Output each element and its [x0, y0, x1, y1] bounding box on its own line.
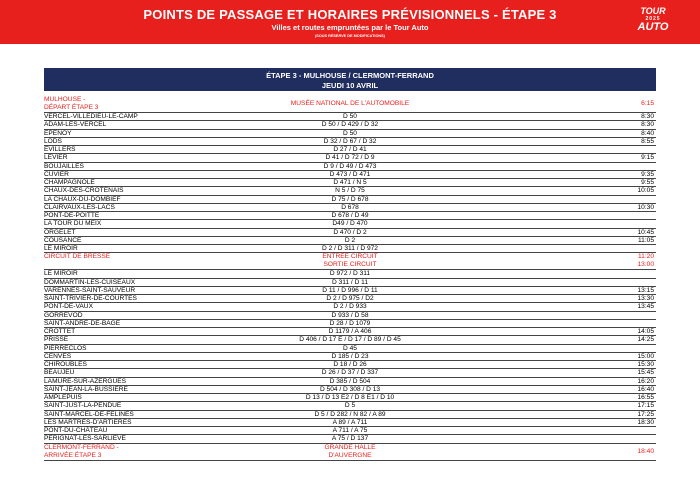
location-cell-line: PRISSE: [44, 336, 69, 344]
location-cell: [44, 386, 244, 394]
route-cell: [250, 100, 450, 108]
route-cell: [250, 279, 450, 287]
time-cell-line: 9:55: [641, 179, 654, 186]
location-cell-line: SAINT-JEAN-LA-BUSSIERE: [44, 385, 128, 393]
time-cell: [614, 179, 654, 187]
route-cell: [250, 369, 450, 377]
location-cell-line: SAINT-MARCEL-DE-FELINES: [44, 410, 134, 418]
table-row: [44, 287, 656, 295]
disclaimer-note: (SOUS RÉSERVE DE MODIFICATIONS): [315, 34, 385, 38]
route-cell: [250, 320, 450, 328]
table-row: [44, 411, 656, 419]
location-cell-line: EVILLERS: [44, 146, 76, 153]
route-cell-line: D 75 / D 678: [331, 195, 369, 203]
route-cell: [250, 154, 450, 162]
route-cell: [250, 204, 450, 212]
route-cell-line: D 385 / D 504: [329, 377, 371, 385]
time-cell-line: 8:40: [641, 129, 654, 137]
time-cell: [614, 171, 654, 179]
table-row: [44, 163, 656, 171]
table-row: [44, 444, 656, 461]
route-cell-line: D 933 / D 58: [331, 311, 369, 319]
location-cell-line: LA CHAUX-DU-DOMBIEF: [44, 195, 121, 203]
location-cell-line: CLERMONT-FERRAND -: [44, 443, 119, 451]
route-cell-line: D 5: [344, 402, 356, 410]
table-row: [44, 386, 656, 394]
location-cell-line: CHAMPAGNOLE: [44, 179, 95, 186]
location-cell: [44, 402, 244, 410]
time-cell-line: 6:15: [641, 100, 654, 107]
time-cell: [614, 253, 654, 269]
route-cell-line: D 504 / D 308 / D 13: [319, 385, 381, 393]
time-cell-line: 17:15: [637, 402, 654, 410]
route-cell: [250, 295, 450, 303]
table-row: [44, 419, 656, 427]
table-row: [44, 369, 656, 377]
location-cell: [44, 320, 244, 328]
time-cell-line: 11:20: [637, 253, 654, 261]
location-cell: [44, 345, 244, 353]
time-cell-line: 8:30: [641, 113, 654, 120]
table-row: [44, 279, 656, 287]
time-cell-line: 9:15: [641, 154, 654, 162]
time-cell: [614, 138, 654, 146]
time-cell-line: 14:25: [637, 336, 654, 344]
location-cell: [44, 378, 244, 386]
time-cell-line: 15:00: [637, 352, 654, 360]
table-row: [44, 378, 656, 386]
route-cell-line: D 2 / D 311 / D 972: [322, 245, 378, 252]
location-cell-line: PONT-DU-CHÂTEAU: [44, 427, 108, 434]
route-cell-line: D 2: [344, 236, 356, 244]
time-cell: [614, 130, 654, 138]
time-cell: [614, 386, 654, 394]
location-cell-line: CROTTET: [44, 328, 76, 335]
route-cell: [250, 435, 450, 443]
table-row: [44, 312, 656, 320]
location-cell-line: COUSANCE: [44, 236, 82, 244]
time-cell-line: 8:30: [641, 121, 654, 129]
table-row: [44, 113, 656, 121]
route-cell: [250, 386, 450, 394]
location-cell: [44, 394, 244, 402]
route-cell: [250, 270, 450, 278]
time-cell: [614, 204, 654, 212]
page-header: [0, 0, 700, 44]
location-cell: [44, 237, 244, 245]
location-cell: [44, 130, 244, 138]
time-cell-line: 11:05: [637, 236, 654, 244]
table-row: [44, 353, 656, 361]
location-cell-line: LE MIROIR: [44, 245, 78, 252]
route-cell-line: SORTIE CIRCUIT: [323, 261, 377, 269]
table-row: [44, 138, 656, 146]
location-cell-line: SAINT-TRIVIER-DE-COURTES: [44, 295, 137, 302]
route-cell: [250, 287, 450, 295]
time-cell: [614, 336, 654, 344]
route-table: [44, 96, 656, 461]
table-row: [44, 171, 656, 179]
location-cell-line: DOMMARTIN-LES-CUISEAUX: [44, 278, 136, 286]
time-cell-line: 18:30: [637, 418, 654, 426]
table-row: [44, 187, 656, 195]
location-cell-line: ADAM-LES-VERCEL: [44, 121, 107, 129]
time-cell-line: 10:30: [637, 203, 654, 211]
location-cell: [44, 419, 244, 427]
location-cell: [44, 229, 244, 237]
location-cell-line: PIERRECLOS: [44, 344, 87, 352]
route-cell: [250, 171, 450, 179]
route-cell: [250, 411, 450, 419]
page-title: POINTS DE PASSAGE ET HORAIRES PRÉVISIONNELS - ÉTAPE 3: [143, 7, 557, 22]
time-cell: [614, 419, 654, 427]
location-cell-line: GORREVOD: [44, 311, 83, 319]
route-cell: [250, 220, 450, 228]
table-row: [44, 270, 656, 278]
table-row: [44, 146, 656, 154]
route-cell-line: D 11 / D 996 / D 11: [322, 286, 378, 294]
logo-line-2: 2025: [645, 16, 661, 22]
location-cell-line: MULHOUSE -: [44, 96, 86, 103]
page-subtitle: Villes et routes empruntées par le Tour Auto: [271, 23, 429, 32]
tour-auto-logo: [622, 7, 684, 39]
route-cell: [250, 179, 450, 187]
route-cell-line: D 678 / D 49: [331, 212, 369, 219]
location-cell: [44, 154, 244, 162]
location-cell: [44, 146, 244, 154]
route-cell-line: D 50 / D 429 / D 32: [321, 121, 379, 129]
time-cell: [614, 187, 654, 195]
route-cell-line: D 28 / D 1079: [329, 319, 371, 327]
route-cell-line: N 5 / D 75: [335, 187, 365, 195]
time-cell: [614, 369, 654, 377]
location-cell: [44, 411, 244, 419]
location-cell: [44, 179, 244, 187]
route-cell-line: A 711 / A 75: [332, 427, 368, 434]
route-cell: [250, 229, 450, 237]
route-cell: [250, 303, 450, 311]
time-cell: [614, 100, 654, 108]
time-cell: [614, 402, 654, 410]
route-cell-line: D 45: [343, 344, 357, 352]
location-cell: [44, 369, 244, 377]
time-cell: [614, 303, 654, 311]
location-cell: [44, 220, 244, 228]
location-cell-line: SAINT-ANDRE-DE-BAGE: [44, 319, 121, 327]
route-cell-line: D 185 / D 23: [331, 352, 369, 360]
route-cell: [250, 402, 450, 410]
location-cell-line: AMPLEPUIS: [44, 394, 82, 401]
location-cell: [44, 138, 244, 146]
time-cell: [614, 448, 654, 456]
route-cell-line: ENTRÉE CIRCUIT: [322, 253, 378, 261]
location-cell: [44, 171, 244, 179]
route-cell-line: D 5 / D 282 / N 82 / A 89: [314, 410, 386, 418]
location-cell: [44, 204, 244, 212]
route-cell: [250, 138, 450, 146]
location-cell-line: PERIGNAT-LES-SARLIEVE: [44, 435, 126, 443]
table-row: [44, 328, 656, 336]
location-cell-line: LE MIROIR: [44, 270, 78, 278]
time-cell-line: 16:20: [637, 377, 654, 385]
route-cell-line: D'AUVERGNE: [328, 451, 372, 459]
route-cell: [250, 121, 450, 129]
table-row: [44, 196, 656, 204]
location-cell-line: SAINT-JUST-LA-PENDUE: [44, 402, 122, 410]
table-row: [44, 212, 656, 220]
route-cell: [250, 146, 450, 154]
time-cell: [614, 154, 654, 162]
time-cell: [614, 229, 654, 237]
time-cell: [614, 378, 654, 386]
location-cell: [44, 163, 244, 171]
route-cell-line: D 41 / D 72 / D 9: [325, 154, 375, 162]
time-cell: [614, 394, 654, 402]
time-cell-line: 18:40: [637, 447, 654, 455]
location-cell-line: LODS: [44, 137, 62, 145]
route-cell-line: D 471 / N 5: [333, 179, 367, 186]
route-cell-line: MUSÉE NATIONAL DE L'AUTOMOBILE: [290, 100, 410, 107]
table-row: [44, 303, 656, 311]
route-cell-line: D49 / D 470: [332, 220, 368, 228]
location-cell-line: ORGELET: [44, 228, 76, 236]
route-cell-line: D 18 / D 26: [333, 361, 367, 368]
route-cell: [250, 328, 450, 336]
route-cell: [250, 130, 450, 138]
time-cell-line: 14:05: [637, 328, 654, 335]
table-row: [44, 229, 656, 237]
time-cell-line: 16:40: [637, 385, 654, 393]
route-cell: [250, 237, 450, 245]
route-cell-line: D 9 / D 49 / D 473: [323, 162, 377, 170]
location-cell-line: ARRIVÉE ÉTAPE 3: [44, 451, 102, 459]
time-cell: [614, 353, 654, 361]
location-cell: [44, 336, 244, 344]
location-cell-line: CENVES: [44, 352, 72, 360]
time-cell-line: 13:15: [637, 286, 654, 294]
route-cell-line: D 473 / D 471: [329, 170, 371, 178]
time-cell-line: 10:45: [637, 228, 654, 236]
table-row: [44, 179, 656, 187]
table-row: [44, 345, 656, 353]
route-cell-line: A 89 / A 711: [332, 418, 368, 426]
location-cell-line: DÉPART ÉTAPE 3: [44, 104, 99, 111]
location-cell-line: VARENNES-SAINT-SAUVEUR: [44, 286, 136, 294]
time-cell: [614, 237, 654, 245]
table-row: [44, 402, 656, 410]
route-cell-line: D 50: [343, 113, 357, 120]
location-cell: [44, 187, 244, 195]
route-cell-line: D 32 / D 67 / D 32: [323, 137, 377, 145]
location-cell-line: BOUJAILLES: [44, 162, 84, 170]
route-cell: [250, 353, 450, 361]
route-cell-line: D 1179 / A 406: [328, 328, 372, 335]
location-cell-line: VERCEL-VILLEDIEU-LE-CAMP: [44, 113, 138, 120]
route-cell: [250, 336, 450, 344]
route-cell-line: D 27 / D 41: [333, 146, 367, 153]
table-row: [44, 154, 656, 162]
location-cell: [44, 353, 244, 361]
location-cell-line: CIRCUIT DE BRESSE: [44, 253, 111, 261]
table-row: [44, 435, 656, 443]
route-cell-line: D 50: [343, 129, 357, 137]
logo-line-3: AUTO: [637, 21, 669, 33]
table-row: [44, 320, 656, 328]
route-cell: [250, 113, 450, 121]
location-cell-line: EPENOY: [44, 129, 72, 137]
location-cell-line: CHAUX-DES-CROTENAIS: [44, 187, 124, 195]
location-cell: [44, 328, 244, 336]
time-cell-line: 9:35: [641, 170, 654, 178]
location-cell: [44, 253, 244, 261]
route-cell: [250, 312, 450, 320]
route-cell: [250, 212, 450, 220]
route-cell: [250, 163, 450, 171]
table-row: [44, 237, 656, 245]
route-cell: [250, 361, 450, 369]
route-cell: [250, 245, 450, 253]
location-cell-line: PONT-DE-VAUX: [44, 303, 93, 311]
table-row: [44, 204, 656, 212]
location-cell-line: LAMURE-SUR-AZERGUES: [44, 377, 127, 385]
route-cell: [250, 419, 450, 427]
time-cell-line: 13:45: [637, 303, 654, 311]
table-row: [44, 361, 656, 369]
location-cell: [44, 196, 244, 204]
location-cell: [44, 361, 244, 369]
time-cell: [614, 361, 654, 369]
table-row: [44, 394, 656, 402]
route-cell-line: D 26 / D 37 / D 337: [321, 369, 379, 377]
route-cell: [250, 427, 450, 435]
route-cell: [250, 187, 450, 195]
route-cell-line: D 2 / D 975 / D2: [326, 295, 374, 302]
table-row: [44, 336, 656, 344]
time-cell-line: 15:30: [637, 361, 654, 368]
logo-line-1: TOUR: [640, 6, 666, 16]
location-cell-line: LA TOUR DU MEIX: [44, 220, 102, 228]
table-row: [44, 295, 656, 303]
location-cell-line: PONT-DE-POITTE: [44, 212, 100, 219]
location-cell: [44, 245, 244, 253]
table-row: [44, 96, 656, 113]
table-row: [44, 245, 656, 253]
time-cell-line: 16:55: [637, 394, 654, 401]
route-cell: [250, 394, 450, 402]
table-row: [44, 130, 656, 138]
time-cell: [614, 113, 654, 121]
location-cell-line: LEVIER: [44, 154, 68, 162]
location-cell: [44, 303, 244, 311]
stage-date: JEUDI 10 AVRIL: [321, 81, 379, 90]
location-cell-line: CHIROUBLES: [44, 361, 87, 368]
location-cell: [44, 435, 244, 443]
location-cell: [44, 212, 244, 220]
time-cell: [614, 121, 654, 129]
location-cell: [44, 96, 244, 112]
route-cell-line: D 2 / D 933: [333, 303, 367, 311]
table-row: [44, 253, 656, 270]
route-cell-line: D 311 / D 11: [331, 278, 369, 286]
route-cell: [250, 196, 450, 204]
time-cell: [614, 328, 654, 336]
time-cell-line: 15:45: [637, 369, 654, 377]
location-cell: [44, 312, 244, 320]
time-cell-line: 8:55: [641, 137, 654, 145]
location-cell: [44, 121, 244, 129]
location-cell-line: CUVIER: [44, 170, 69, 178]
route-cell-line: A 75 / D 137: [331, 435, 369, 443]
route-cell-line: D 470 / D 2: [333, 228, 367, 236]
route-cell: [250, 345, 450, 353]
location-cell-line: CLAIRVAUX-LES-LACS: [44, 203, 115, 211]
location-cell-line: LES MARTRES-D'ARTIERES: [44, 418, 132, 426]
location-cell: [44, 287, 244, 295]
time-cell-line: 13:30: [637, 295, 654, 302]
route-cell-line: D 678: [341, 203, 359, 211]
location-cell: [44, 113, 244, 121]
time-cell: [614, 295, 654, 303]
location-cell: [44, 444, 244, 460]
location-cell: [44, 279, 244, 287]
stage-banner: [44, 68, 656, 91]
time-cell-line: 13:00: [637, 261, 654, 269]
route-cell-line: D 406 / D 17 E / D 17 / D 89 / D 45: [299, 336, 401, 344]
route-cell: [250, 253, 450, 269]
time-cell: [614, 287, 654, 295]
route-cell: [250, 378, 450, 386]
time-cell-line: 10:05: [637, 187, 654, 195]
time-cell: [614, 411, 654, 419]
location-cell-line: BEAUJEU: [44, 369, 75, 377]
time-cell-line: 17:25: [637, 410, 654, 418]
table-row: [44, 121, 656, 129]
route-cell-line: GRANDE HALLE: [324, 443, 376, 451]
location-cell: [44, 427, 244, 435]
route-cell-line: D 13 / D 13 E2 / D 8 E1 / D 10: [305, 394, 395, 401]
stage-title: ÉTAPE 3 - MULHOUSE / CLERMONT-FERRAND: [266, 71, 434, 80]
table-row: [44, 220, 656, 228]
route-cell-line: D 972 / D 311: [329, 270, 371, 278]
location-cell: [44, 270, 244, 278]
route-cell: [250, 444, 450, 460]
table-row: [44, 427, 656, 435]
location-cell: [44, 295, 244, 303]
